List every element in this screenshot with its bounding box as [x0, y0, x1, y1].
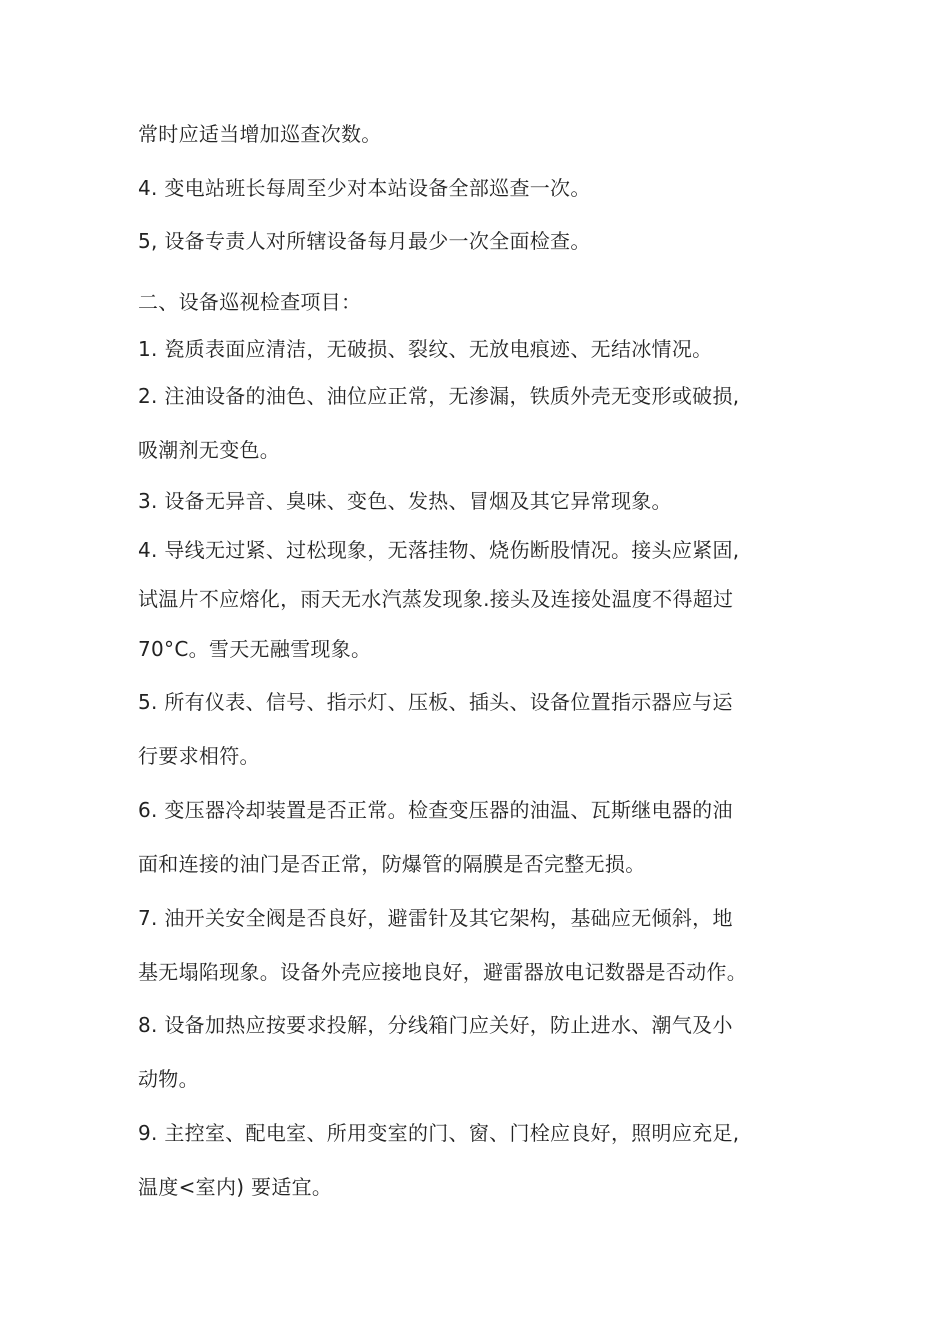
text-line: 7. 油开关安全阀是否良好，避雷针及其它架构，基础应无倾斜，地 — [138, 906, 733, 930]
text-line: 吸潮剂无变色。 — [138, 438, 281, 462]
text-line: 试温片不应熔化，雨天无水汽蒸发现象.接头及连接处温度不得超过 — [138, 587, 734, 611]
text-line: 9. 主控室、配电室、所用变室的门、窗、门栓应良好，照明应充足, — [138, 1121, 740, 1145]
text-line: 行要求相符。 — [138, 744, 260, 768]
text-line: 3. 设备无异音、臭味、变色、发热、冒烟及其它异常现象。 — [138, 489, 672, 513]
text-line: 5, 设备专责人对所辖设备每月最少一次全面检查。 — [138, 229, 591, 253]
text-line: 1. 瓷质表面应清洁，无破损、裂纹、无放电痕迹、无结冰情况。 — [138, 337, 713, 361]
text-line: 2. 注油设备的油色、油位应正常，无渗漏，铁质外壳无变形或破损, — [138, 384, 740, 408]
text-line: 基无塌陷现象。设备外壳应接地良好，避雷器放电记数器是否动作。 — [138, 960, 747, 984]
text-line: 8. 设备加热应按要求投解，分线箱门应关好，防止进水、潮气及小 — [138, 1013, 733, 1037]
text-line: 6. 变压器冷却装置是否正常。检查变压器的油温、瓦斯继电器的油 — [138, 798, 733, 822]
text-line: 温度<室内) 要适宜。 — [138, 1175, 333, 1199]
section-heading: 二、设备巡视检查项目： — [138, 290, 362, 314]
text-line: 常时应适当增加巡查次数。 — [138, 122, 382, 146]
text-line: 4. 导线无过紧、过松现象，无落挂物、烧伤断股情况。接头应紧固, — [138, 538, 740, 562]
text-line: 面和连接的油门是否正常，防爆管的隔膜是否完整无损。 — [138, 852, 646, 876]
text-line: 动物。 — [138, 1067, 199, 1091]
text-line: 5. 所有仪表、信号、指示灯、压板、插头、设备位置指示器应与运 — [138, 690, 733, 714]
text-line: 4. 变电站班长每周至少对本站设备全部巡查一次。 — [138, 176, 591, 200]
text-line: 70°C。雪天无融雪现象。 — [138, 637, 372, 661]
